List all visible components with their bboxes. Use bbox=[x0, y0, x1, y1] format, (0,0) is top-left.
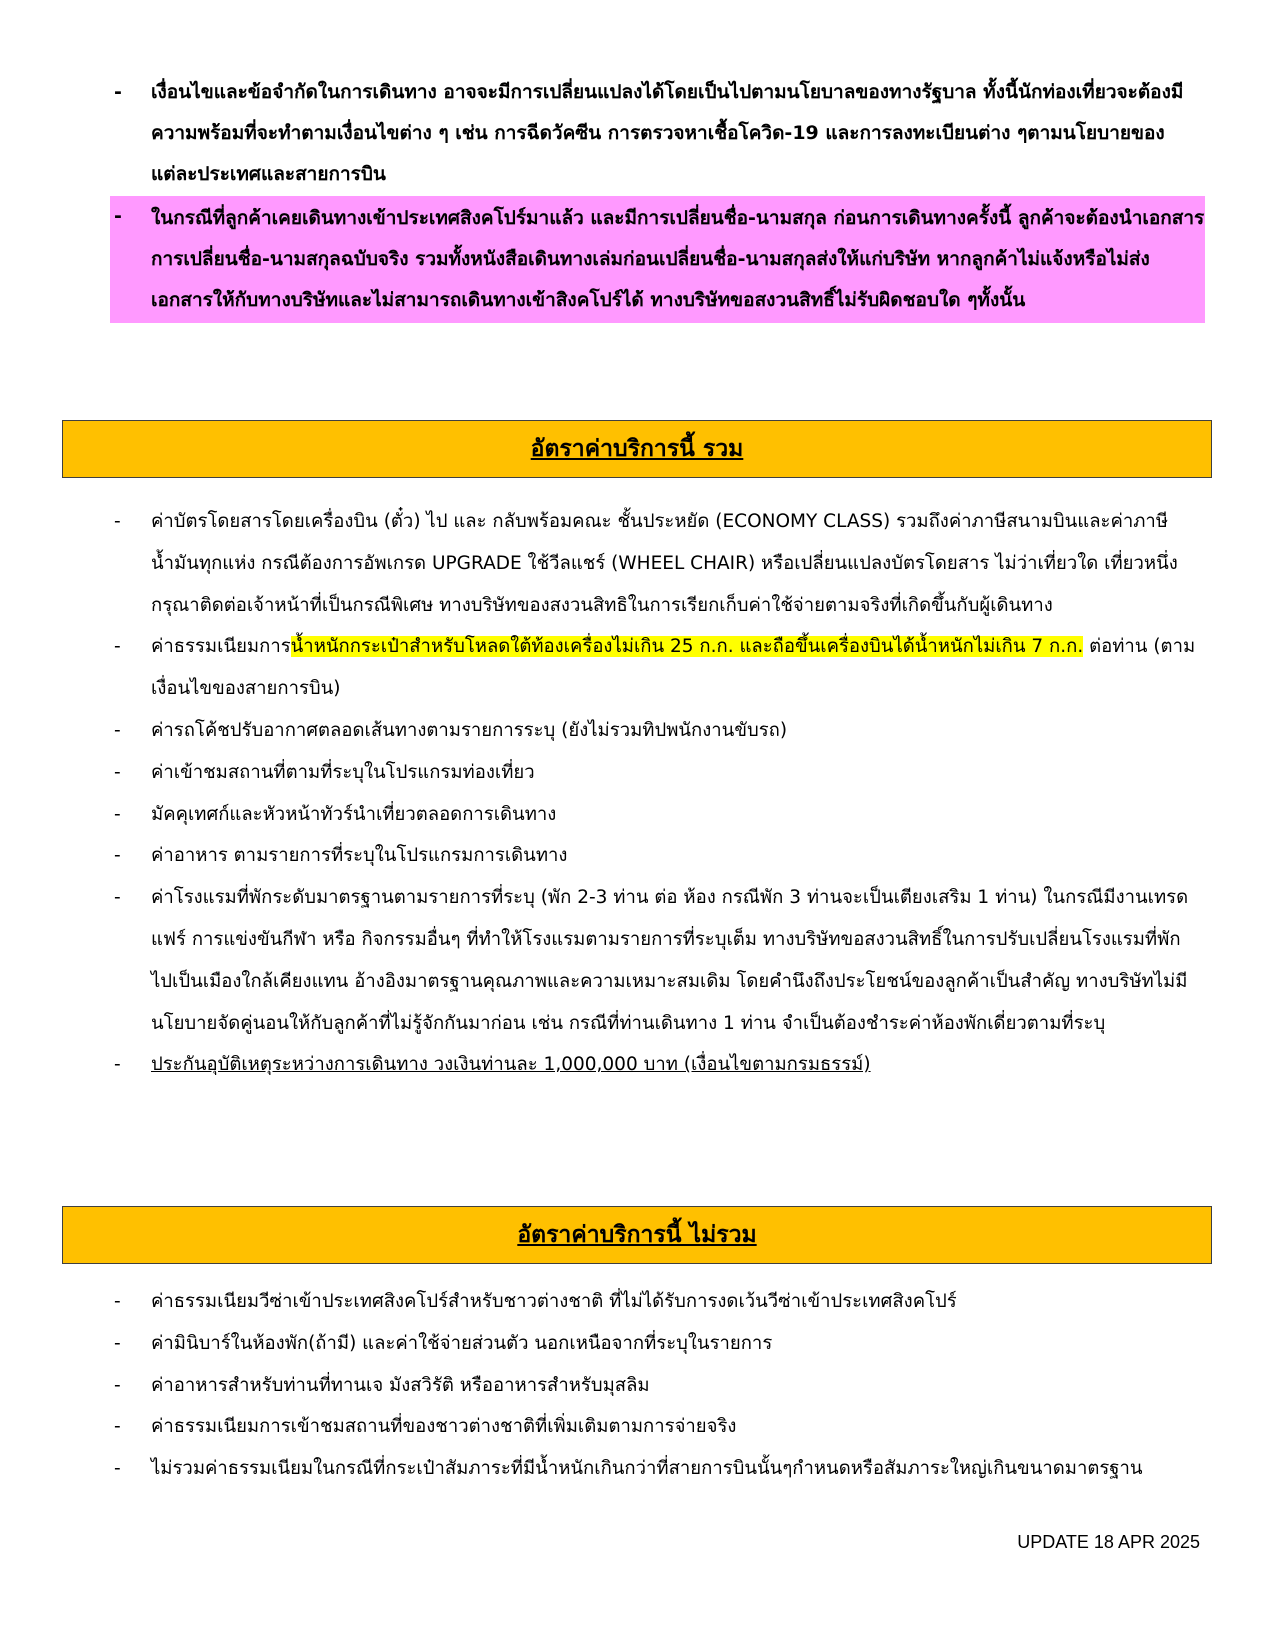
excluded-item-text: ค่าธรรมเนียมการเข้าชมสถานที่ของชาวต่างชาติที่เพิ่มเติมตามการจ่ายจริง bbox=[151, 1416, 737, 1438]
included-item-guide bbox=[110, 794, 1205, 836]
included-item-coach bbox=[110, 710, 1205, 752]
condition-item-travel-restrictions bbox=[110, 72, 1205, 195]
bullet-dash: - bbox=[114, 887, 121, 909]
included-item-text: ค่าโรงแรมที่พักระดับมาตรฐานตามรายการที่ระบุ (พัก 2-3 ท่าน ต่อ ห้อง กรณีพัก 3 ท่านจะเป็นเตียงเสริม 1 ท่าน) ในกรณีมีงานเทรดแฟร์ การแข่งขันกีฬา หรือ กิจกรรมอื่นๆ ที่ทำให้โรงแรมตามรายการที่ระบุเต็ม ทางบริษัทขอสงวนสิทธิ์ในการปรับเปลี่ยนโรงแรมที่พัก ไปเป็นเมืองใกล้เคียงแทน อ้างอิงมาตรฐานคุณภาพและความเหมาะสมเดิม โดยคำนึงถึงประโยชน์ของลูกค้าเป็นสำคัญ ทางบริษัทไม่มีนโยบายจัดคู่นอนให้กับลูกค้าที่ไม่รู้จักกันมาก่อน เช่น กรณีที่ท่านเดินทาง 1 ท่าน จำเป็นต้องชำระค่าห้องพักเดี่ยวตามที่ระบุ bbox=[151, 887, 1189, 1034]
bullet-dash: - bbox=[114, 1374, 121, 1396]
bullet-dash: - bbox=[114, 636, 121, 658]
bullet-dash: - bbox=[114, 719, 121, 741]
bullet-dash: - bbox=[114, 845, 121, 867]
baggage-highlight: น้ำหนักกระเป๋าสำหรับโหลดใต้ท้องเครื่องไม่เกิน 25 ก.ก. และถือขึ้นเครื่องบินได้น้ำหนักไม่เกิน 7 ก.ก. bbox=[290, 636, 1084, 658]
included-item-hotel bbox=[110, 877, 1205, 1044]
included-item-admission bbox=[110, 752, 1205, 794]
excluded-heading: อัตราค่าบริการนี้ ไม่รวม bbox=[517, 1222, 757, 1248]
excluded-item-text: ไม่รวมค่าธรรมเนียมในกรณีที่กระเป๋าสัมภาระที่มีน้ำหนักเกินกว่าที่สายการบินนั้นๆกำหนดหรือสัมภาระใหญ่เกินขนาดมาตรฐาน bbox=[151, 1458, 1143, 1480]
condition-text: ในกรณีที่ลูกค้าเคยเดินทางเข้าประเทศสิงคโปร์มาแล้ว และมีการเปลี่ยนชื่อ-นามสกุล ก่อนการเดินทางครั้งนี้ ลูกค้าจะต้องนำเอกสารการเปลี่ยนชื่อ-นามสกุลฉบับจริง รวมทั้งหนังสือเดินทางเล่มก่อนเปลี่ยนชื่อ-นามสกุลส่งให้แก่บริษัท หากลูกค้าไม่แจ้งหรือไม่ส่งเอกสารให้กับทางบริษัทและไม่สามารถเดินทางเข้าสิงคโปร์ได้ ทางบริษัทขอสงวนสิทธิ์ไม่รับผิดชอบใด ๆทั้งนั้น bbox=[151, 207, 1205, 311]
included-item-text: ค่าเข้าชมสถานที่ตามที่ระบุในโปรแกรมท่องเที่ยว bbox=[151, 761, 535, 783]
bullet-dash: - bbox=[114, 1416, 121, 1438]
baggage-prefix: ค่าธรรมเนียมการ bbox=[151, 636, 291, 658]
bullet-dash: - bbox=[114, 511, 121, 532]
excluded-item-visa bbox=[110, 1281, 1205, 1323]
excluded-item-foreigner-fees bbox=[110, 1406, 1205, 1448]
included-item-text: ค่าบัตรโดยสารโดยเครื่องบิน (ตั๋ว) ไป และ กลับพร้อมคณะ ชั้นประหยัด (ECONOMY CLASS) รวมถึงค่าภาษีสนามบินและค่าภาษีน้ำมันทุกแห่ง กรณีต้องการอัพเกรด UPGRADE ใช้วีลแชร์ (WHEEL CHAIR) หรือเปลี่ยนแปลงบัตรโดยสาร ไม่ว่าเที่ยวใด เที่ยวหนึ่ง กรุณาติดต่อเจ้าหน้าที่เป็นกรณีพิเศษ ทางบริษัทของสงวนสิทธิในการเรียกเก็บค่าใช้จ่ายตามจริงที่เกิดขึ้นกับผู้เดินทาง bbox=[151, 511, 1178, 616]
bullet-dash: - bbox=[114, 761, 121, 783]
included-item-flight bbox=[110, 501, 1205, 626]
excluded-item-excess-baggage bbox=[110, 1448, 1205, 1490]
included-item-text: ค่ารถโค้ชปรับอากาศตลอดเส้นทางตามรายการระบุ (ยังไม่รวมทิปพนักงานขับรถ) bbox=[151, 719, 788, 741]
excluded-list bbox=[110, 1281, 1205, 1490]
bullet-dash: - bbox=[114, 81, 122, 103]
excluded-item-text: ค่าอาหารสำหรับท่านที่ทานเจ มังสวิรัติ หรืออาหารสำหรับมุสลิม bbox=[151, 1374, 650, 1396]
excluded-item-minibar bbox=[110, 1323, 1205, 1365]
insurance-text: ประกันอุบัติเหตุระหว่างการเดินทาง วงเงินท่านละ 1,000,000 บาท (เงื่อนไขตามกรมธรรม์) bbox=[151, 1054, 871, 1076]
excluded-item-text: ค่าธรรมเนียมวีซ่าเข้าประเทศสิงคโปร์สำหรับชาวต่างชาติ ที่ไม่ได้รับการงดเว้นวีซ่าเข้าประเทศสิงคโปร์ bbox=[151, 1291, 957, 1312]
included-item-text: มัคคุเทศก์และหัวหน้าทัวร์นำเที่ยวตลอดการเดินทาง bbox=[151, 803, 557, 825]
included-item-meals bbox=[110, 835, 1205, 877]
condition-text: เงื่อนไขและข้อจำกัดในการเดินทาง อาจจะมีการเปลี่ยนแปลงได้โดยเป็นไปตามนโยบาลของทางรัฐบาล ทั้งนี้นักท่องเที่ยวจะต้องมีความพร้อมที่จะทำตามเงื่อนไขต่าง ๆ เช่น การฉีดวัคซีน การตรวจหาเชื้อโควิด-19 และการลงทะเบียนต่าง ๆตามนโยบายของแต่ละประเทศและสายการบิน bbox=[151, 81, 1184, 185]
bullet-dash: - bbox=[114, 1458, 121, 1480]
conditions-list bbox=[110, 72, 1205, 323]
excluded-item-text: ค่ามินิบาร์ในห้องพัก(ถ้ามี) และค่าใช้จ่ายส่วนตัว นอกเหนือจากที่ระบุในรายการ bbox=[151, 1332, 773, 1354]
excluded-heading-box bbox=[62, 1206, 1212, 1264]
bullet-dash: - bbox=[114, 1291, 121, 1312]
bullet-dash: - bbox=[114, 1332, 121, 1354]
bullet-dash: - bbox=[114, 1054, 121, 1076]
condition-item-name-change bbox=[110, 196, 1205, 323]
included-item-insurance bbox=[110, 1044, 1205, 1086]
bullet-dash: - bbox=[114, 205, 122, 227]
included-heading: อัตราค่าบริการนี้ รวม bbox=[530, 436, 744, 462]
included-item-baggage bbox=[110, 626, 1205, 710]
included-list bbox=[110, 501, 1205, 1086]
bullet-dash: - bbox=[114, 803, 121, 825]
update-date: UPDATE 18 APR 2025 bbox=[1017, 1532, 1200, 1552]
baggage-suffix: ต่อท่าน (ตามเงื่อนไขของสายการบิน) bbox=[151, 636, 1196, 700]
included-heading-box bbox=[62, 420, 1212, 478]
included-item-text: ค่าอาหาร ตามรายการที่ระบุในโปรแกรมการเดินทาง bbox=[151, 845, 568, 867]
excluded-item-special-meals bbox=[110, 1365, 1205, 1407]
